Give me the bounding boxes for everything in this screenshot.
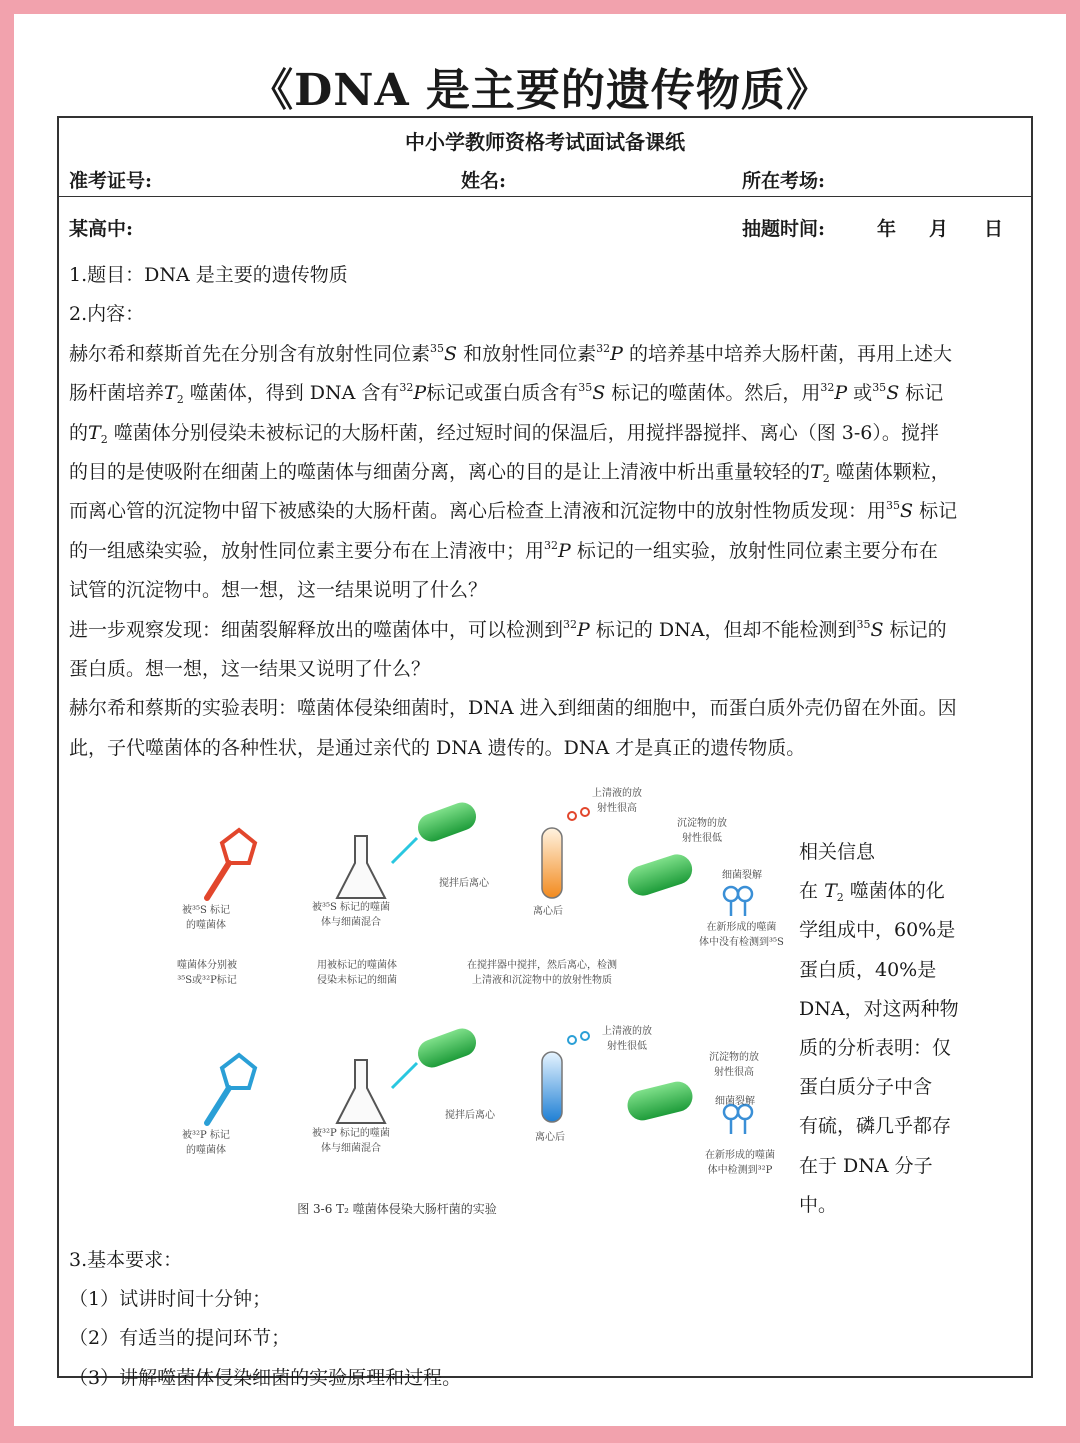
info-line: 蛋白质分子中含: [799, 1076, 933, 1099]
paragraph-3: [69, 689, 1029, 768]
flask-icon: [337, 836, 385, 898]
paragraph-2: [69, 611, 1029, 690]
paragraph-line: 的$T_2$ 噬菌体分别侵染未被标记的大肠杆菌，经过短时间的保温后，用搅拌器搅拌、离心（图 3-6）。搅拌: [69, 421, 939, 446]
label-new-phage-bottom: 在新形成的噬菌 体中检测到³²P: [705, 1150, 775, 1176]
paragraph-line: 的一组感染实验，放射性同位素主要分布在上清液中；用$^{32}$P 标记的一组实验，放射性同位素主要分布在: [69, 538, 938, 562]
topic-line: 1.题目：DNA 是主要的遗传物质: [69, 264, 348, 286]
phage-32p-icon: [207, 1055, 255, 1123]
paragraph-line: 赫尔希和蔡斯的实验表明：噬菌体侵染细菌时，DNA 进入到细菌的细胞中，而蛋白质外壳仍留在外面。因: [69, 697, 957, 720]
info-line: 质的分析表明：仅: [799, 1037, 952, 1060]
arrow-icon: [392, 838, 417, 863]
label-stir-bottom: 搅拌后离心: [445, 1110, 495, 1121]
label-tube-top: 离心后: [533, 906, 563, 917]
info-line: 蛋白质，40%是: [799, 958, 937, 981]
venue-label: 所在考场:: [742, 170, 826, 192]
label-phage-35s: 被³⁵S 标记 的噬菌体: [182, 905, 231, 931]
document-title: 《DNA 是主要的遗传物质》: [249, 65, 831, 116]
paragraph-line: 肠杆菌培养$T_2$ 噬菌体，得到 DNA 含有$^{32}$P标记或蛋白质含有$^{35}$S 标记的噬菌体。然后，用$^{32}$P 或$^{35}$S 标记: [69, 381, 944, 407]
label-sediment-top: 沉淀物的放 射性很低: [677, 818, 727, 844]
lesson-prep-form: [57, 116, 1033, 1389]
info-line: 中。: [799, 1193, 838, 1216]
form-subtitle: 中小学教师资格考试面试备课纸: [405, 130, 685, 154]
new-phage-icon: [724, 887, 752, 916]
label-step-2: 用被标记的噬菌体 侵染未标记的细菌: [317, 960, 397, 986]
centrifuge-tube-icon: [542, 1052, 562, 1122]
label-step-3: 在搅拌器中搅拌，然后离心，检测 上清液和沉淀物中的放射性物质: [467, 960, 617, 986]
year-label: 年: [877, 218, 897, 240]
info-line: 相关信息: [799, 841, 876, 863]
label-supernatant-top: 上清液的放 射性很高: [592, 788, 642, 814]
requirement-item: （3）讲解噬菌体侵染细菌的实验原理和过程。: [69, 1366, 462, 1389]
info-line: DNA，对这两种物: [799, 997, 959, 1020]
info-line: 学组成中，60%是: [799, 919, 956, 942]
label-lysis-top: 细菌裂解: [722, 870, 762, 881]
info-line: 在于 DNA 分子: [799, 1154, 933, 1177]
experiment-figure: [117, 768, 797, 1218]
infected-bacterium-icon: [624, 851, 696, 900]
day-label: 日: [984, 218, 1004, 240]
requirement-item: （2）有适当的提问环节；: [69, 1327, 291, 1350]
label-stir-top: 搅拌后离心: [439, 878, 489, 889]
info-line: 在 $T_2$ 噬菌体的化: [799, 880, 945, 905]
content-body: [69, 256, 1029, 768]
small-phage-icon: [568, 808, 589, 820]
content-heading: 2.内容：: [69, 303, 145, 326]
exam-id-label: 准考证号:: [69, 170, 153, 192]
document-page: [14, 14, 1066, 1426]
new-phage-icon: [724, 1105, 752, 1134]
label-flask-35s: 被³⁵S 标记的噬菌 体与细菌混合: [312, 902, 391, 928]
requirements-section: [69, 1241, 1029, 1398]
paragraph-line: 而离心管的沉淀物中留下被感染的大肠杆菌。离心后检查上清液和沉淀物中的放射性物质发现：用$^{35}$S 标记: [69, 499, 958, 523]
draw-time-label: 抽题时间:: [742, 218, 826, 240]
label-lysis-bottom: 细菌裂解: [715, 1096, 755, 1107]
related-info-box: [799, 833, 969, 1225]
small-phage-icon: [568, 1032, 589, 1044]
flask-icon: [337, 1060, 385, 1123]
paragraph-line: 的目的是使吸附在细菌上的噬菌体与细菌分离，离心的目的是让上清液中析出重量较轻的$T_2$ 噬菌体颗粒，: [69, 461, 950, 486]
name-label: 姓名:: [461, 170, 507, 192]
paragraph-line: 赫尔希和蔡斯首先在分别含有放射性同位素$^{35}$S 和放射性同位素$^{32}$P 的培养基中培养大肠杆菌，再用上述大: [69, 341, 952, 365]
paragraph-1: [69, 335, 1029, 611]
phage-35s-icon: [207, 830, 255, 898]
label-sediment-bottom: 沉淀物的放 射性很高: [709, 1052, 759, 1078]
label-supernatant-bottom: 上清液的放 射性很低: [602, 1026, 652, 1052]
label-flask-32p: 被³²P 标记的噬菌 体与细菌混合: [312, 1128, 390, 1154]
arrow-icon: [392, 1063, 417, 1088]
centrifuge-tube-icon: [542, 828, 562, 898]
figure-caption: 图 3-6 T₂ 噬菌体侵染大肠杆菌的实验: [297, 1202, 497, 1216]
bacterium-icon: [414, 799, 480, 846]
label-new-phage-top: 在新形成的噬菌 体中没有检测到³⁵S: [699, 922, 784, 948]
label-step-1: 噬菌体分别被 ³⁵S或³²P标记: [177, 960, 237, 986]
label-tube-bottom: 离心后: [535, 1132, 565, 1143]
info-line: 有硫，磷几乎都存: [799, 1115, 952, 1138]
paragraph-line: 蛋白质。想一想，这一结果又说明了什么？: [69, 658, 431, 681]
school-label: 某高中:: [69, 218, 134, 240]
paragraph-line: 进一步观察发现：细菌裂解释放出的噬菌体中，可以检测到$^{32}$P 标记的 DNA，但却不能检测到$^{35}$S 标记的: [69, 617, 947, 641]
requirement-item: （1）试讲时间十分钟；: [69, 1288, 272, 1311]
month-label: 月: [929, 218, 949, 240]
label-phage-32p: 被³²P 标记 的噬菌体: [182, 1130, 230, 1156]
paragraph-line: 此，子代噬菌体的各种性状，是通过亲代的 DNA 遗传的。DNA 才是真正的遗传物质。: [69, 736, 806, 759]
infected-bacterium-icon: [624, 1078, 695, 1123]
paragraph-line: 试管的沉淀物中。想一想，这一结果说明了什么？: [69, 579, 488, 602]
bacterium-icon: [414, 1025, 480, 1072]
requirements-heading: 3.基本要求：: [69, 1249, 183, 1271]
form-header: [59, 118, 1031, 197]
